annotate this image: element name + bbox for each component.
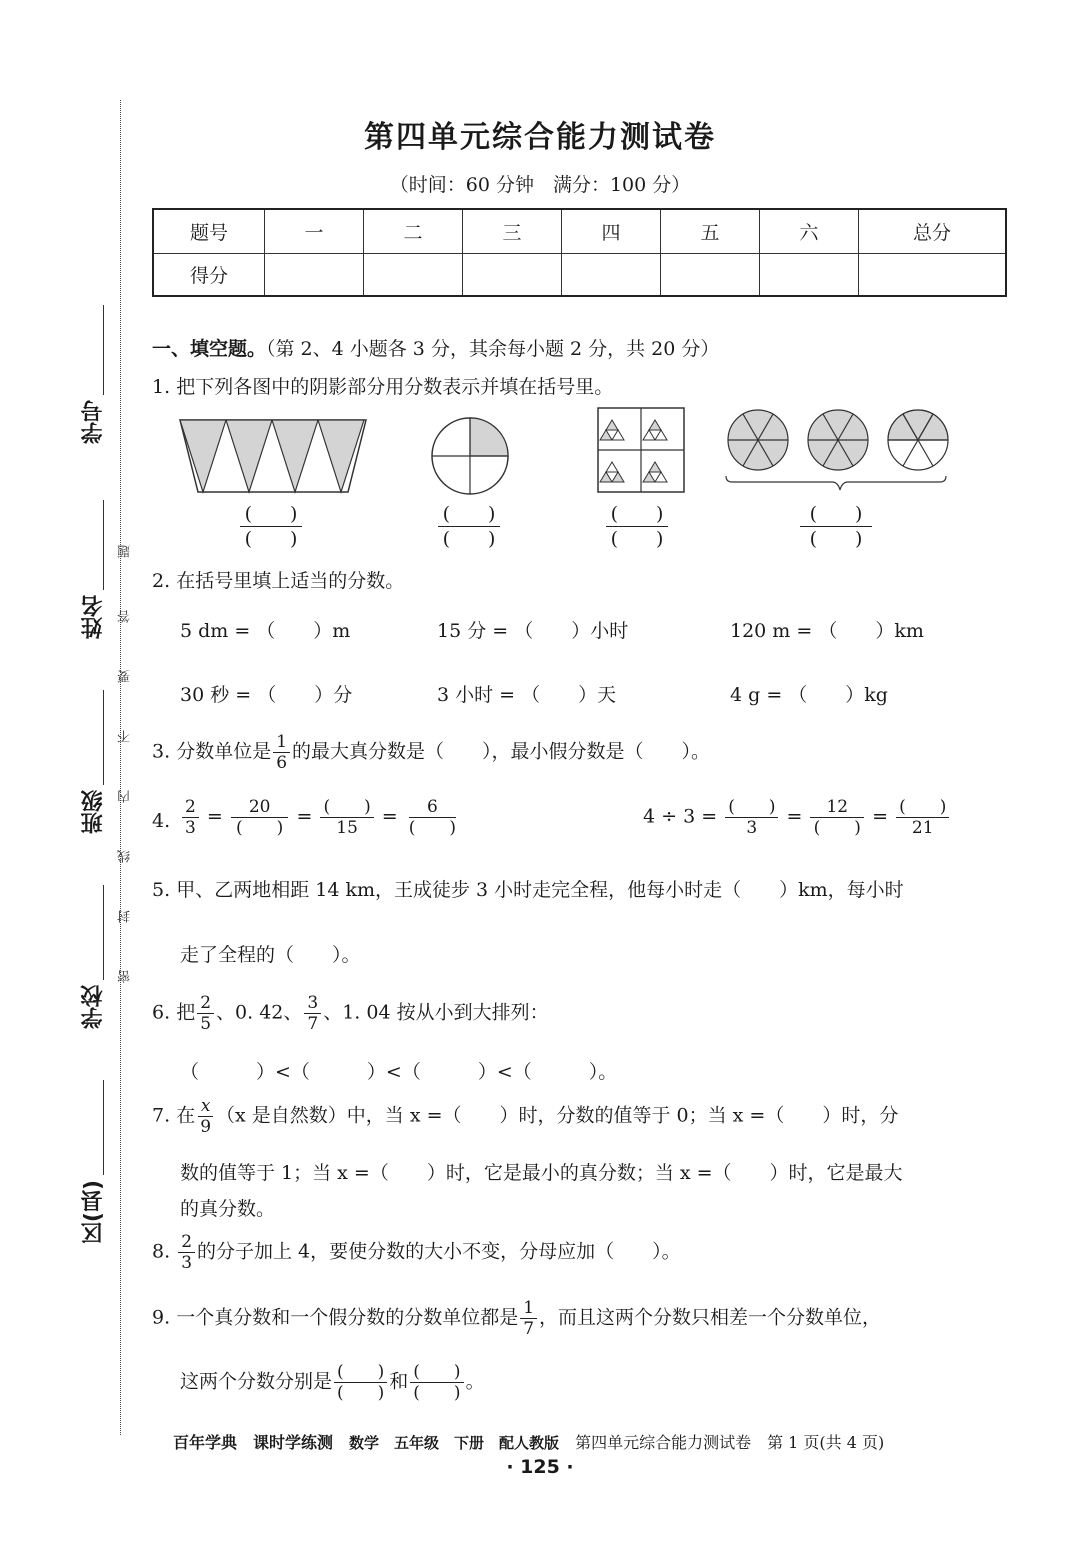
- score-cell[interactable]: [760, 253, 859, 296]
- score-cell[interactable]: [463, 253, 562, 296]
- q2-item[interactable]: 15 分 = （ ）小时: [437, 620, 629, 642]
- q2-item[interactable]: 30 秒 = （ ）分: [180, 684, 353, 706]
- seal-char: 密: [118, 970, 133, 983]
- student-id-field[interactable]: [103, 305, 104, 395]
- question-8: 8. $\frac{2}{3}$ 的分子加上 4，要使分数的大小不变，分母应加（ ）。: [152, 1232, 681, 1273]
- score-header: 题号: [153, 209, 265, 253]
- score-table: [152, 208, 1007, 297]
- seal-char: 要: [118, 670, 133, 683]
- score-cell[interactable]: [859, 253, 1007, 296]
- question-7-line2: 数的值等于 1；当 x =（ ）时，它是最小的真分数；当 x =（ ）时，它是最大: [180, 1162, 903, 1184]
- trapezoid-figure: [180, 420, 366, 492]
- score-cell[interactable]: [562, 253, 661, 296]
- score-header: 五: [661, 209, 760, 253]
- exam-info: （时间：60 分钟 满分：100 分）: [389, 174, 691, 196]
- q1-answer-4[interactable]: ( ) ( ): [800, 502, 872, 551]
- q1-answer-1[interactable]: ( ) ( ): [240, 502, 302, 551]
- seal-char: 内: [118, 790, 133, 803]
- score-header: 六: [760, 209, 859, 253]
- seal-char: 封: [118, 910, 133, 923]
- q1-answer-3[interactable]: ( ) ( ): [606, 502, 668, 551]
- q2-item[interactable]: 5 dm = （ ）m: [180, 620, 351, 642]
- name-field[interactable]: [103, 500, 104, 590]
- question-4-left[interactable]: $\frac{2}{3}$ = 20 ( ) = ( ) 15 = 6 ( ): [180, 797, 461, 838]
- q1-figures: [170, 400, 970, 500]
- seal-char: 答: [118, 610, 133, 623]
- score-header: 一: [265, 209, 364, 253]
- question-7: 7. 在 $\frac{x}{9}$ （x 是自然数）中，当 x =（ ）时，分数的值等于 0；当 x =（ ）时，分: [152, 1096, 899, 1137]
- q2-item[interactable]: 4 g = （ ）kg: [730, 684, 888, 706]
- binding-dotted-line: [120, 100, 121, 1435]
- question-4-right[interactable]: 4 ÷ 3 = ( ) 3 = 12 ( ) = ( ) 21: [643, 797, 951, 838]
- question-7-line3: 的真分数。: [180, 1198, 276, 1220]
- score-cell[interactable]: [364, 253, 463, 296]
- score-header: 四: [562, 209, 661, 253]
- circle-quarter-figure: [432, 418, 508, 494]
- q2-item[interactable]: 3 小时 = （ ）天: [437, 684, 617, 706]
- question-5: 5. 甲、乙两地相距 14 km，王成徒步 3 小时走完全程，他每小时走（ ）km，每小时: [152, 879, 904, 901]
- seal-char: 题: [118, 545, 133, 558]
- question-1: 1. 把下列各图中的阴影部分用分数表示并填在括号里。: [152, 376, 614, 398]
- class-label: 班级: [81, 790, 106, 834]
- page-number: · 125 ·: [506, 1456, 574, 1478]
- question-6-answer[interactable]: （ ）<（ ）<（ ）<（ ）。: [180, 1061, 618, 1083]
- student-id-label: 学号: [81, 400, 106, 444]
- score-header: 三: [463, 209, 562, 253]
- score-row-label: 得分: [153, 253, 265, 296]
- page-title: 第四单元综合能力测试卷: [364, 120, 716, 155]
- question-9: 9. 一个真分数和一个假分数的分数单位都是 $\frac{1}{7}$ ，而且这两个分数只相差一个分数单位，: [152, 1298, 882, 1339]
- district-field[interactable]: [103, 1080, 104, 1175]
- school-label: 学校: [81, 985, 106, 1029]
- three-circles-figure: [726, 410, 948, 490]
- seal-char: 不: [118, 730, 133, 743]
- question-5-line2: 走了全程的（ ）。: [180, 944, 361, 966]
- score-cell[interactable]: [661, 253, 760, 296]
- question-6: 6. 把 $\frac{2}{5}$ 、0. 42、 $\frac{3}{7}$ 、1. 04 按从小到大排列：: [152, 993, 549, 1034]
- question-4-number: 4.: [152, 810, 171, 832]
- question-2: 2. 在括号里填上适当的分数。: [152, 570, 405, 592]
- q2-item[interactable]: 120 m = （ ）km: [730, 620, 924, 642]
- section-heading: 一、填空题。（第 2、4 小题各 3 分，其余每小题 2 分，共 20 分）: [152, 338, 720, 360]
- footer: 百年学典 课时学练测 数学 五年级 下册 配人教版 第四单元综合能力测试卷 第 1 页(共 4 页): [173, 1433, 885, 1452]
- district-label: 区(县): [81, 1180, 106, 1245]
- score-cell[interactable]: [265, 253, 364, 296]
- q1-answer-2[interactable]: ( ) ( ): [438, 502, 500, 551]
- question-9-line2[interactable]: 这两个分数分别是 ( ) ( ) 和 ( ) ( ) 。: [180, 1362, 485, 1403]
- seal-char: 线: [118, 850, 133, 863]
- school-field[interactable]: [103, 885, 104, 980]
- score-header: 二: [364, 209, 463, 253]
- score-header: 总分: [859, 209, 1007, 253]
- name-label: 姓名: [81, 595, 106, 639]
- question-3: 3. 分数单位是 $\frac{1}{6}$ 的最大真分数是（ ），最小假分数是（ ）。: [152, 732, 711, 773]
- square-triangles-figure: [598, 408, 684, 492]
- class-field[interactable]: [103, 690, 104, 785]
